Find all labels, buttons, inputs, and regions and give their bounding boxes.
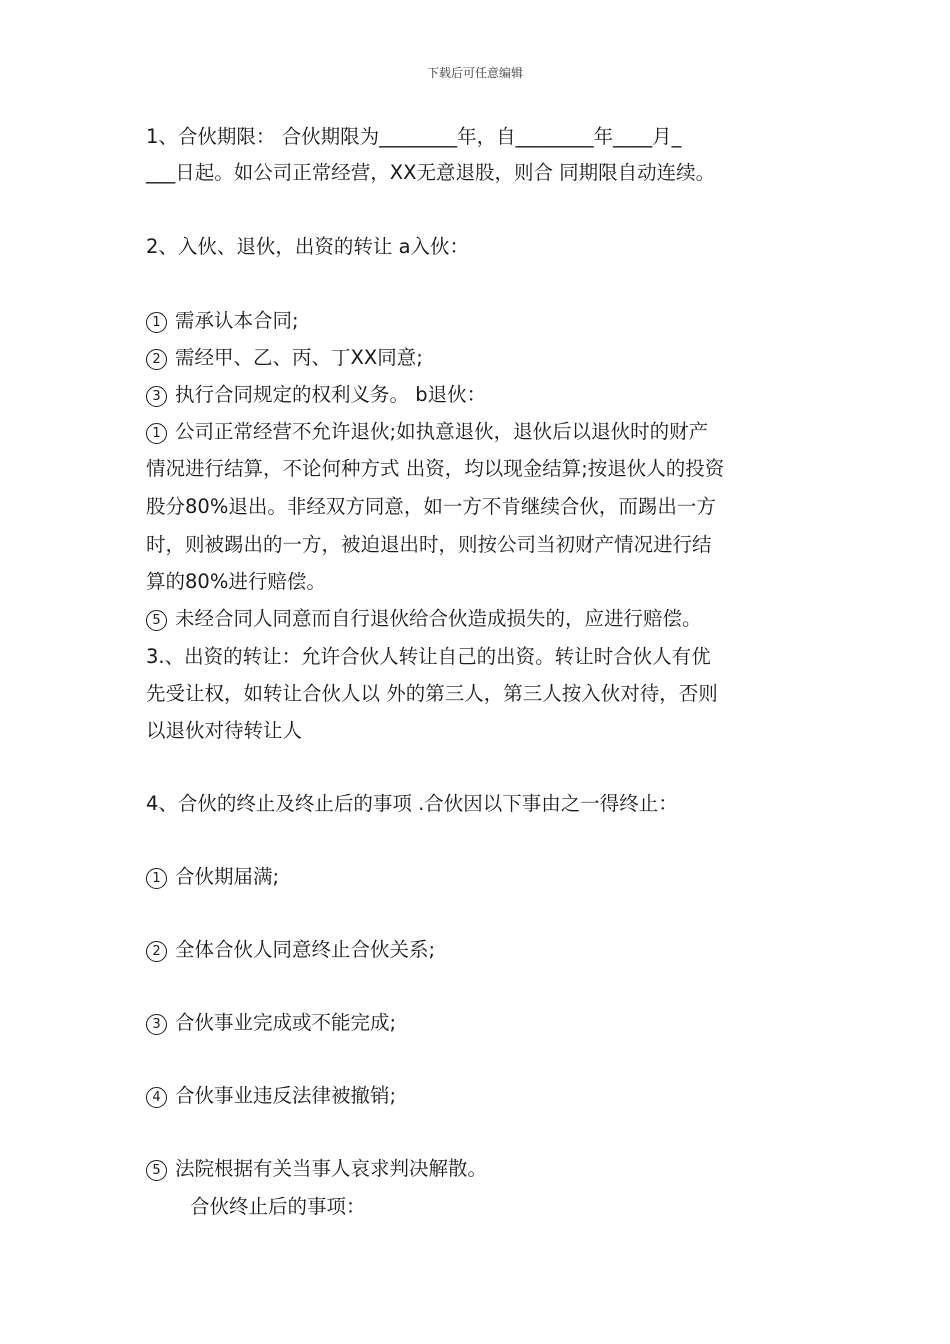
list-item: [146, 419, 708, 445]
list-item-text: 需经甲、乙、丙、丁XX同意;: [175, 346, 423, 369]
list-item-text: 公司正常经营不允许退伙;如执意退伙，退伙后以退伙时的财产: [175, 420, 709, 443]
clause-1-line-2: ___日起。如公司正常经营，XX无意退股，则合 同期限自动连续。: [146, 161, 716, 184]
circled-number-icon: 4: [146, 1087, 167, 1108]
clause-3-line-3: 以退伙对待转让人: [146, 719, 303, 742]
clause-4-heading: 4、合伙的终止及终止后的事项 .合伙因以下事由之一得终止：: [146, 792, 678, 815]
list-item: [146, 1010, 396, 1036]
clause-3-line-2: 先受让权，如转让合伙人以 外的第三人，第三人按入伙对待，否则: [146, 682, 718, 705]
clause-2-heading: 2、入伙、退伙，出资的转让 a入伙：: [146, 235, 470, 258]
list-item: [146, 308, 299, 334]
paragraph-line: 时，则被踢出的一方，被迫退出时，则按公司当初财产情况进行结: [146, 533, 712, 556]
list-item: [146, 1083, 396, 1109]
circled-number-icon: 5: [146, 1160, 167, 1181]
list-item: [146, 864, 279, 890]
list-item-text: 未经合同人同意而自行退伙给合伙造成损失的，应进行赔偿。: [175, 607, 702, 630]
list-item-text: 合伙事业违反法律被撤销;: [175, 1084, 397, 1107]
circled-number-icon: 2: [146, 349, 167, 370]
clause-1-line-1: 1、合伙期限： 合伙期限为________年，自________年____月_: [146, 125, 682, 148]
paragraph-line: 股分80%退出。非经双方同意，如一方不肯继续合伙，而踢出一方: [146, 495, 716, 518]
circled-number-icon: 1: [146, 423, 167, 444]
list-item-text: 全体合伙人同意终止合伙关系;: [175, 938, 436, 961]
paragraph-line: 情况进行结算，不论何种方式 出资，均以现金结算;按退伙人的投资: [146, 457, 725, 480]
list-item-text: 执行合同规定的权利义务。 b退伙：: [175, 383, 487, 406]
list-item: [146, 382, 486, 408]
circled-number-icon: 1: [146, 868, 167, 889]
list-item: [146, 1156, 487, 1182]
list-item: [146, 345, 423, 371]
post-termination-heading: 合伙终止后的事项：: [190, 1195, 366, 1218]
list-item: [146, 606, 702, 632]
circled-number-icon: 5: [146, 610, 167, 631]
list-item-text: 合伙期届满;: [175, 865, 280, 888]
list-item: [146, 937, 435, 963]
clause-3-line-1: 3.、出资的转让：允许合伙人转让自己的出资。转让时合伙人有优: [146, 645, 711, 668]
list-item-text: 法院根据有关当事人哀求判决解散。: [175, 1157, 488, 1180]
page-header: 下载后可任意编辑: [426, 66, 523, 80]
circled-number-icon: 3: [146, 386, 167, 407]
circled-number-icon: 3: [146, 1014, 167, 1035]
circled-number-icon: 2: [146, 941, 167, 962]
circled-number-icon: 1: [146, 312, 167, 333]
paragraph-line: 算的80%进行赔偿。: [146, 570, 326, 593]
list-item-text: 合伙事业完成或不能完成;: [175, 1011, 397, 1034]
list-item-text: 需承认本合同;: [175, 309, 299, 332]
